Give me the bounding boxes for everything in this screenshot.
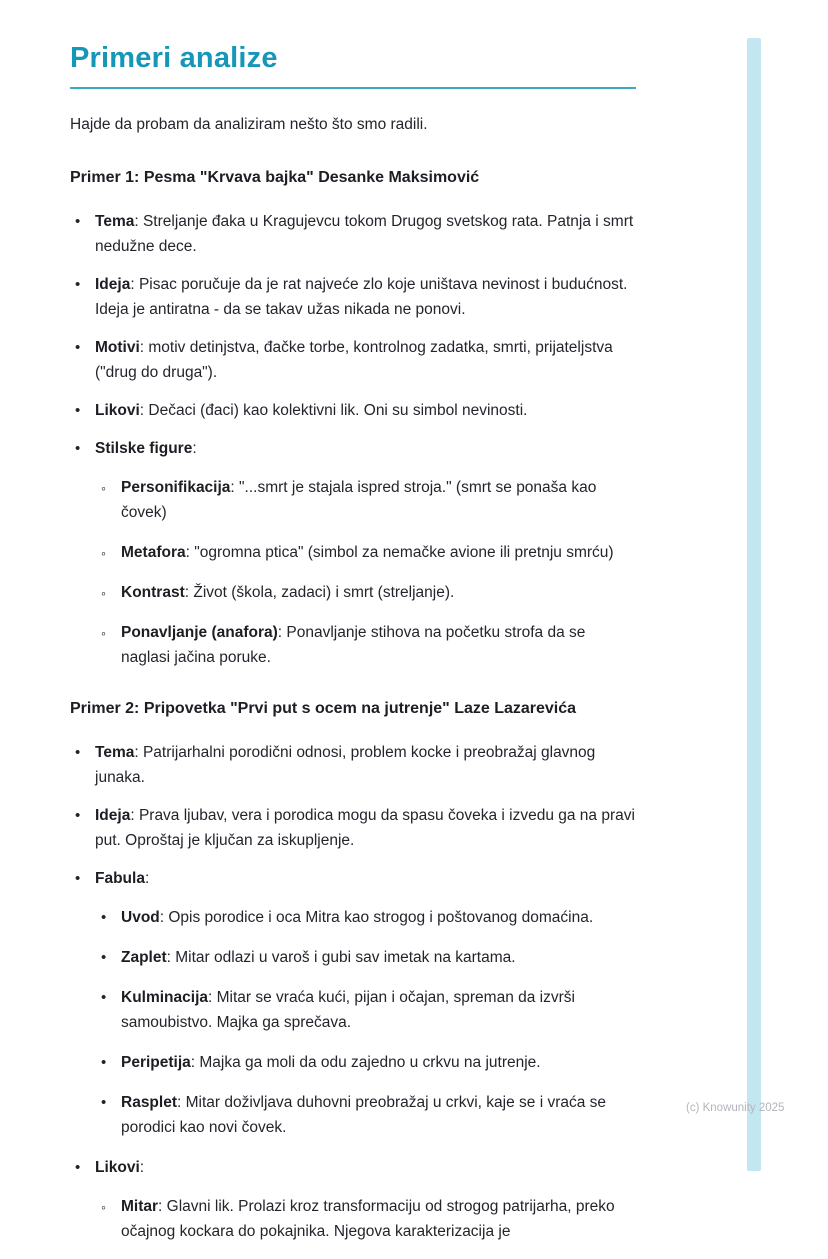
disc-bullet-icon: • (75, 339, 81, 356)
list-item: ◦ Ponavljanje (anafora): Ponavljanje stihova na početku strofa da se naglasi jačina poruke. (96, 620, 636, 670)
disc-bullet-icon: • (75, 402, 81, 419)
item-label: Uvod (121, 909, 160, 926)
bullet-list (70, 209, 636, 670)
section-heading: Primer 1: Pesma "Krvava bajka" Desanke Maksimović (70, 169, 480, 186)
list-item: ◦ Mitar: Glavni lik. Prolazi kroz transformaciju od strogog patrijarha, preko očajnog kockara do pokajnika. Njegova karakterizacija je (96, 1194, 636, 1244)
disc-bullet-icon: • (101, 989, 107, 1006)
list-item: ◦ Kontrast: Život (škola, zadaci) i smrt (streljanje). (96, 580, 636, 605)
item-label: Likovi (95, 1159, 140, 1176)
disc-bullet-icon: • (101, 1094, 107, 1111)
page-title: Primeri analize (70, 42, 278, 74)
item-label: Personifikacija (121, 479, 231, 496)
item-label: Stilske figure (95, 440, 193, 457)
list-item: • Motivi: motiv detinjstva, đačke torbe, kontrolnog zadatka, smrti, prijateljstva ("drug do druga"). (70, 335, 636, 385)
list-item: ◦ Metafora: "ogromna ptica" (simbol za nemačke avione ili pretnju smrću) (96, 540, 636, 565)
item-label: Tema (95, 744, 135, 761)
list-item: • Uvod: Opis porodice i oca Mitra kao strogog i poštovanog domaćina. (96, 905, 636, 930)
list-item: • Stilske figure: ◦ Personifikacija: "...smrt je stajala ispred stroja." (smrt se ponaša kao čovek) ◦ Metafora: "ogromna ptica" (simbol za nemačke avione ili pretnju smrću) ◦ Kontrast: Život (škola, zadaci) i smrt (streljanje). ◦ Ponavljanje (anafora): Ponavljanje stihova na početku strofa da se naglasi jačina poruke. (70, 436, 636, 670)
item-label: Ideja (95, 276, 131, 293)
disc-bullet-icon: • (75, 213, 81, 230)
list-item: • Tema: Streljanje đaka u Kragujevcu tokom Drugog svetskog rata. Patnja i smrt nedužne dece. (70, 209, 636, 259)
disc-bullet-icon: • (75, 276, 81, 293)
circle-bullet-icon: ◦ (101, 1199, 106, 1215)
list-item: • Ideja: Prava ljubav, vera i porodica mogu da spasu čoveka i izvedu ga na pravi put. Oproštaj je ključan za iskupljenje. (70, 803, 636, 853)
item-label: Ponavljanje (anafora) (121, 624, 278, 641)
item-label: Zaplet (121, 949, 167, 966)
document-content (70, 42, 636, 1259)
circle-bullet-icon: ◦ (101, 585, 106, 601)
disc-bullet-icon: • (75, 870, 81, 887)
footer-credit: (c) Knowunity 2025 (686, 1102, 785, 1114)
item-label: Motivi (95, 339, 140, 356)
item-label: Peripetija (121, 1054, 191, 1071)
item-label: Rasplet (121, 1094, 177, 1111)
disc-bullet-icon: • (75, 1159, 81, 1176)
list-item: • Fabula: • Uvod: Opis porodice i oca Mitra kao strogog i poštovanog domaćina. • Zaplet: Mitar odlazi u varoš i gubi sav imetak na kartama. • Kulminacija: Mitar se vraća kući, pijan i očajan, spreman da izvrši samoubistvo. Majka ga sprečava. • Peripetija: Majka ga moli da odu zajedno u crkvu na jutrenje. • Rasplet: Mitar doživljava duhovni preobražaj u crkvi, kaje se i vraća se porodici kao novi čovek. (70, 866, 636, 1140)
disc-bullet-icon: • (75, 744, 81, 761)
scrollbar[interactable] (747, 38, 761, 1171)
bullet-list (70, 740, 636, 1244)
bullet-list (96, 905, 636, 1140)
list-item: • Tema: Patrijarhalni porodični odnosi, problem kocke i preobražaj glavnog junaka. (70, 740, 636, 790)
list-item: • Rasplet: Mitar doživljava duhovni preobražaj u crkvi, kaje se i vraća se porodici kao novi čovek. (96, 1090, 636, 1140)
circle-bullet-icon: ◦ (101, 625, 106, 641)
circle-bullet-icon: ◦ (101, 480, 106, 496)
disc-bullet-icon: • (75, 807, 81, 824)
bullet-list (96, 475, 636, 670)
item-label: Kulminacija (121, 989, 208, 1006)
list-item: • Ideja: Pisac poručuje da je rat najveće zlo koje uništava nevinost i budućnost. Ideja je antiratna - da se takav užas nikada ne ponovi. (70, 272, 636, 322)
list-item: • Zaplet: Mitar odlazi u varoš i gubi sav imetak na kartama. (96, 945, 636, 970)
title-rule (70, 87, 636, 89)
disc-bullet-icon: • (101, 909, 107, 926)
item-label: Ideja (95, 807, 131, 824)
disc-bullet-icon: • (75, 440, 81, 457)
bullet-list (96, 1194, 636, 1244)
item-label: Mitar (121, 1198, 159, 1215)
list-item: • Likovi: ◦ Mitar: Glavni lik. Prolazi kroz transformaciju od strogog patrijarha, preko očajnog kockara do pokajnika. Njegova karakterizacija je (70, 1155, 636, 1244)
item-label: Metafora (121, 544, 186, 561)
item-label: Likovi (95, 402, 140, 419)
sections (70, 167, 636, 1244)
list-item: • Peripetija: Majka ga moli da odu zajedno u crkvu na jutrenje. (96, 1050, 636, 1075)
disc-bullet-icon: • (101, 949, 107, 966)
item-label: Tema (95, 213, 135, 230)
item-label: Kontrast (121, 584, 185, 601)
disc-bullet-icon: • (101, 1054, 107, 1071)
intro-paragraph: Hajde da probam da analiziram nešto što smo radili. (70, 116, 428, 133)
circle-bullet-icon: ◦ (101, 545, 106, 561)
section-heading: Primer 2: Pripovetka "Prvi put s ocem na jutrenje" Laze Lazarevića (70, 700, 577, 717)
list-item: • Likovi: Dečaci (đaci) kao kolektivni lik. Oni su simbol nevinosti. (70, 398, 636, 423)
list-item: • Kulminacija: Mitar se vraća kući, pijan i očajan, spreman da izvrši samoubistvo. Majka ga sprečava. (96, 985, 636, 1035)
item-label: Fabula (95, 870, 145, 887)
list-item: ◦ Personifikacija: "...smrt je stajala ispred stroja." (smrt se ponaša kao čovek) (96, 475, 636, 525)
